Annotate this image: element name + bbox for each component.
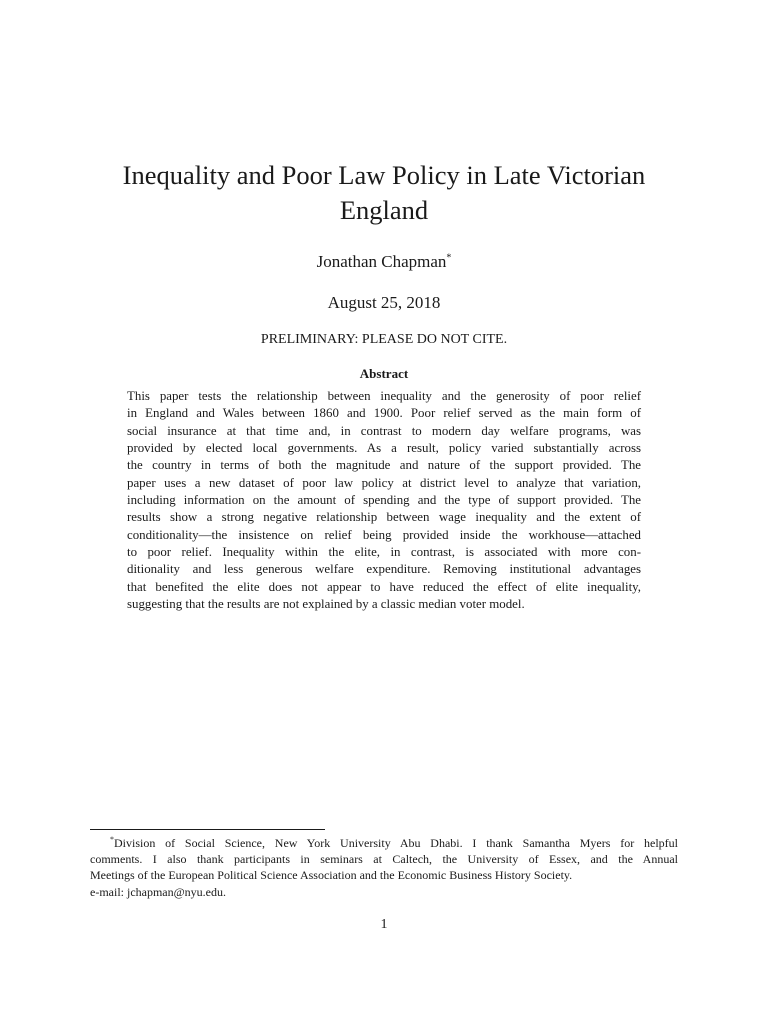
footnote-email: e-mail: jchapman@nyu.edu. [90,884,227,899]
abstract-line: that benefited the elite does not appear to have reduced the effect of elite inequality, [127,579,641,594]
abstract-line: This paper tests the relationship between inequality and the generosity of poor relief [127,389,641,403]
paper-title [90,158,678,228]
footnote-line: comments. I also thank participants in seminars at Caltech, the University of Essex, and the Annual [90,852,678,867]
footnote-text: Division of Social Science, New York University Abu Dhabi. I thank Samantha Myers for helpful [114,836,678,850]
author-line [0,252,768,272]
footnote-rule [90,829,325,830]
preliminary-notice: PRELIMINARY: PLEASE DO NOT CITE. [260,332,508,347]
title-line: England [339,195,429,225]
author-footnote-mark: * [446,252,452,264]
author-name: Jonathan Chapman [316,252,447,271]
footnote [90,832,678,900]
abstract-line: social insurance at that time and, in contrast to modern day welfare programs, was [127,423,641,438]
abstract-line: to poor relief. Inequality within the elite, in contrast, is associated with more con- [127,545,641,560]
abstract-heading: Abstract [359,366,409,381]
paper-date: August 25, 2018 [327,293,441,312]
title-line: Inequality and Poor Law Policy in Late Victorian [122,160,646,190]
abstract-line: the country in terms of both the magnitude and nature of the support provided. The [127,458,641,473]
footnote-line: Meetings of the European Political Science Association and the Economic Business History Society. [90,868,573,883]
abstract-line: conditionality—the insistence on relief being provided inside the workhouse—attached [127,527,641,542]
abstract-line: in England and Wales between 1860 and 1900. Poor relief served as the main form of [127,406,641,421]
abstract-line: results show a strong negative relationship between wage inequality and the extent of [127,510,641,525]
abstract-line: provided by elected local governments. As a result, policy varied substantially across [127,441,641,456]
abstract-line: paper uses a new dataset of poor law policy at district level to analyze that variation, [127,475,641,490]
footnote-line [90,832,678,851]
abstract-body [127,388,641,613]
page-number: 1 [380,917,388,932]
abstract-line: including information on the amount of spending and the type of support provided. The [127,493,641,508]
footnote-mark: * [110,835,114,844]
abstract-line: suggesting that the results are not explained by a classic median voter model. [127,597,525,612]
abstract-line: ditionality and less generous welfare expenditure. Removing institutional advantages [127,562,641,577]
